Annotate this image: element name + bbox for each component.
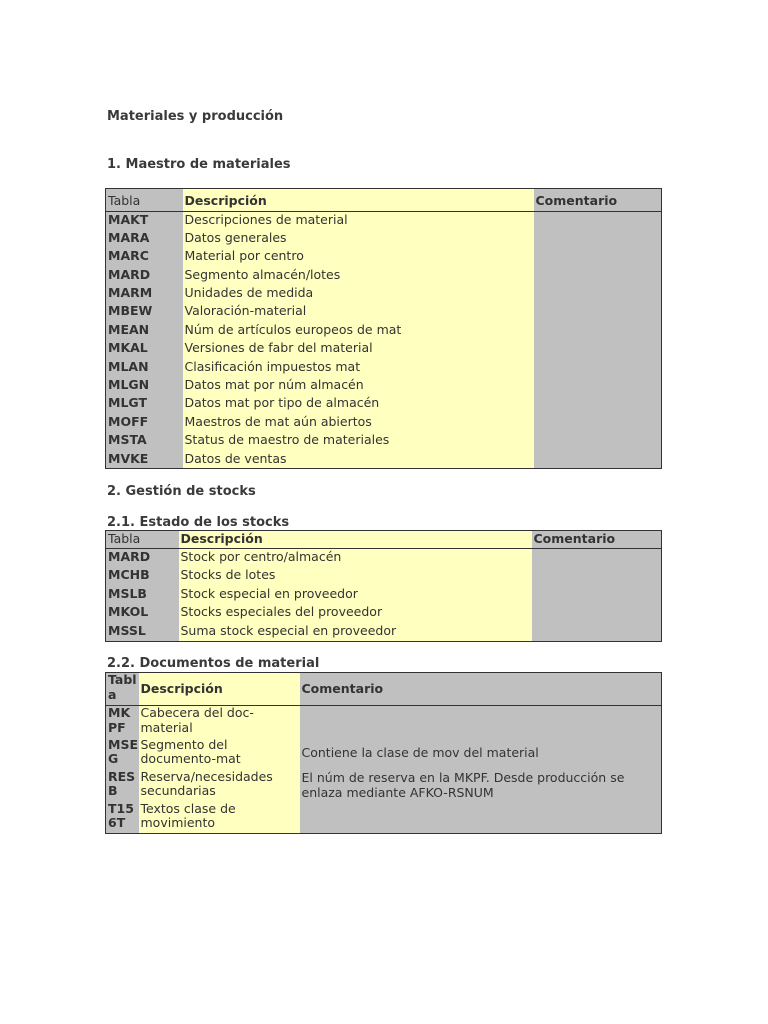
cell-tabla: MARD: [106, 267, 183, 285]
cell-comentario: [534, 377, 662, 395]
cell-tabla: MLGN: [106, 377, 183, 395]
cell-comentario: [300, 802, 662, 834]
cell-tabla: MARM: [106, 285, 183, 303]
cell-descripcion: Datos de ventas: [183, 451, 534, 469]
table-row: [106, 549, 662, 568]
cell-tabla: MARA: [106, 230, 183, 248]
table-row: [106, 230, 662, 248]
cell-descripcion: Unidades de medida: [183, 285, 534, 303]
cell-comentario: [532, 549, 662, 568]
cell-comentario: [534, 285, 662, 303]
table-row: [106, 303, 662, 321]
table-row: [106, 451, 662, 469]
header-descripcion: Descripción: [183, 189, 534, 212]
table-row: [106, 586, 662, 605]
cell-comentario: [534, 248, 662, 266]
header-tabla: Tabla: [106, 189, 183, 212]
cell-comentario: [534, 340, 662, 358]
cell-tabla: MSSL: [106, 623, 179, 642]
cell-tabla: MOFF: [106, 414, 183, 432]
table-row: [106, 432, 662, 450]
cell-comentario: [534, 230, 662, 248]
table-row: [106, 212, 662, 230]
cell-descripcion: Stocks especiales del proveedor: [179, 604, 532, 623]
section2-heading: 2. Gestión de stocks: [107, 484, 256, 499]
cell-descripcion: Datos mat por tipo de almacén: [183, 395, 534, 413]
cell-comentario: Contiene la clase de mov del material: [300, 738, 662, 770]
cell-descripcion: Segmento del documento-mat: [139, 738, 300, 770]
table-row: [106, 802, 662, 834]
cell-comentario: [532, 586, 662, 605]
table-row: [106, 414, 662, 432]
cell-tabla: MAKT: [106, 212, 183, 230]
header-comentario: Comentario: [532, 531, 662, 549]
cell-tabla: MSLB: [106, 586, 179, 605]
cell-comentario: [534, 322, 662, 340]
cell-descripcion: Clasificación impuestos mat: [183, 359, 534, 377]
cell-comentario: [534, 359, 662, 377]
cell-descripcion: Status de maestro de materiales: [183, 432, 534, 450]
table-row: [106, 377, 662, 395]
cell-tabla: MEAN: [106, 322, 183, 340]
page-title: Materiales y producción: [107, 109, 284, 124]
cell-descripcion: Suma stock especial en proveedor: [179, 623, 532, 642]
cell-comentario: [534, 303, 662, 321]
cell-tabla: T156T: [106, 802, 139, 834]
table-row: [106, 604, 662, 623]
cell-tabla: MARC: [106, 248, 183, 266]
cell-descripcion: Material por centro: [183, 248, 534, 266]
table-row: [106, 340, 662, 358]
material-documents-table: [105, 672, 662, 834]
header-tabla: Tabla: [106, 673, 139, 706]
stock-status-table: [105, 530, 662, 642]
cell-descripcion: Stocks de lotes: [179, 567, 532, 586]
header-descripcion: Descripción: [179, 531, 532, 549]
header-descripcion: Descripción: [139, 673, 300, 706]
cell-descripcion: Textos clase de movimiento: [139, 802, 300, 834]
cell-comentario: [532, 604, 662, 623]
cell-descripcion: Datos mat por núm almacén: [183, 377, 534, 395]
table-row: [106, 395, 662, 413]
table-row: [106, 770, 662, 802]
table-row: [106, 738, 662, 770]
cell-tabla: RESB: [106, 770, 139, 802]
cell-comentario: [534, 267, 662, 285]
cell-tabla: MSEG: [106, 738, 139, 770]
cell-comentario: [532, 567, 662, 586]
cell-descripcion: Valoración-material: [183, 303, 534, 321]
table-row: [106, 248, 662, 266]
cell-comentario: [534, 432, 662, 450]
cell-descripcion: Segmento almacén/lotes: [183, 267, 534, 285]
cell-comentario: [300, 706, 662, 738]
cell-tabla: MBEW: [106, 303, 183, 321]
cell-comentario: [534, 395, 662, 413]
table-row: [106, 285, 662, 303]
table-row: [106, 322, 662, 340]
header-comentario: Comentario: [300, 673, 662, 706]
section2-1-heading: 2.1. Estado de los stocks: [107, 515, 290, 530]
cell-descripcion: Datos generales: [183, 230, 534, 248]
cell-descripcion: Núm de artículos europeos de mat: [183, 322, 534, 340]
cell-comentario: [534, 451, 662, 469]
materials-master-table: [105, 188, 662, 469]
cell-descripcion: Stock por centro/almacén: [179, 549, 532, 568]
header-tabla: Tabla: [106, 531, 179, 549]
cell-comentario: [534, 414, 662, 432]
cell-tabla: MLGT: [106, 395, 183, 413]
table-row: [106, 623, 662, 642]
cell-tabla: MKPF: [106, 706, 139, 738]
table-row: [106, 706, 662, 738]
cell-tabla: MCHB: [106, 567, 179, 586]
section1-heading: 1. Maestro de materiales: [107, 157, 291, 172]
cell-tabla: MLAN: [106, 359, 183, 377]
cell-descripcion: Maestros de mat aún abiertos: [183, 414, 534, 432]
cell-tabla: MVKE: [106, 451, 183, 469]
cell-comentario: El núm de reserva en la MKPF. Desde producción se enlaza mediante AFKO-RSNUM: [300, 770, 662, 802]
header-comentario: Comentario: [534, 189, 662, 212]
cell-tabla: MKAL: [106, 340, 183, 358]
table-row: [106, 359, 662, 377]
cell-descripcion: Descripciones de material: [183, 212, 534, 230]
cell-descripcion: Versiones de fabr del material: [183, 340, 534, 358]
cell-tabla: MARD: [106, 549, 179, 568]
cell-descripcion: Reserva/necesidades secundarias: [139, 770, 300, 802]
table-row: [106, 567, 662, 586]
cell-tabla: MSTA: [106, 432, 183, 450]
cell-tabla: MKOL: [106, 604, 179, 623]
section2-2-heading: 2.2. Documentos de material: [107, 656, 320, 671]
cell-comentario: [532, 623, 662, 642]
cell-descripcion: Cabecera del doc-material: [139, 706, 300, 738]
cell-descripcion: Stock especial en proveedor: [179, 586, 532, 605]
table-row: [106, 267, 662, 285]
cell-comentario: [534, 212, 662, 230]
